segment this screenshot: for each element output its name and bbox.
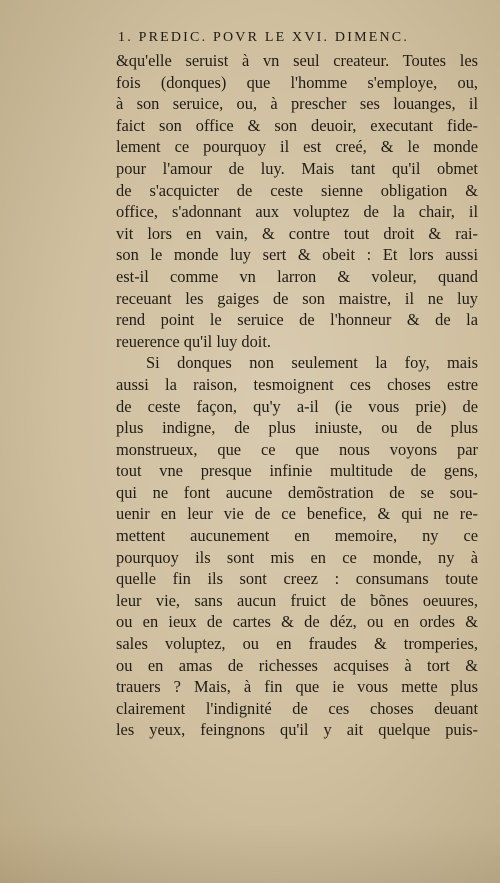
text-line: à son seruice, ou, à prescher ses louanges, il [116,94,478,114]
text-line: les yeux, feingnons qu'il y ait quelque puis- [116,720,478,740]
text-line: monstrueux, que ce que nous voyons par [116,439,478,459]
running-header: 1. PREDIC. POVR LE XVI. DIMENC. [118,30,410,45]
text-line: Si donques non seulement la foy, mais [146,353,478,373]
page-shadow [0,823,500,883]
text-line: mettent aucunement en memoire, ny ce [116,526,478,546]
text-line: leur vie, sans aucun fruict de bõnes oeuures, [116,590,478,610]
text-line: office, s'adonnant aux voluptez de la chair, il [116,202,478,222]
text-line: uenir en leur vie de ce benefice, & qui ne re- [116,504,478,524]
text-line: vit lors en vain, & contre tout droit & rai- [116,223,478,243]
text-line: reuerence qu'il luy doit. [116,331,271,351]
text-line: tout vne presque infinie multitude de gens, [116,461,478,481]
text-line: de s'acquicter de ceste sienne obligation & [116,180,478,200]
text-line: aussi la raison, tesmoignent ces choses estre [116,374,478,394]
text-line: pour l'amour de luy. Mais tant qu'il obmet [116,158,478,178]
text-line: pourquoy ils sont mis en ce monde, ny à [116,547,478,567]
text-line: de ceste façon, qu'y a-il (ie vous prie) de [116,396,478,416]
body-text [116,50,478,741]
text-line: qui ne font aucune demõstration de se sou- [116,482,478,502]
text-line: lement ce pourquoy il est creé, & le monde [116,137,478,157]
text-line: rend point le seruice de l'honneur & de la [116,310,478,330]
text-line: est-il comme vn larron & voleur, quand [116,266,478,286]
text-line: &qu'elle seruist à vn seul createur. Toutes les [116,51,478,70]
text-line: son le monde luy sert & obeit : Et lors aussi [116,245,478,265]
text-line: trauers ? Mais, à fin que ie vous mette plus [116,677,478,697]
text-line: clairement l'indignité de ces choses deuant [116,698,478,718]
text-line: ou en amas de richesses acquises à tort & [116,655,478,675]
text-line: ou en ieux de cartes & de déz, ou en ordes & [116,612,478,632]
text-line: faict son office & son deuoir, executant fide- [116,115,478,135]
text-line: fois (donques) que l'homme s'employe, ou, [116,72,478,92]
text-line: sales voluptez, ou en fraudes & tromperies, [116,634,478,654]
text-line: quelle fin ils sont creez : consumans toute [116,569,478,589]
text-line: receuant les gaiges de son maistre, il ne luy [116,288,478,308]
text-line: plus indigne, de plus iniuste, ou de plus [116,418,478,438]
